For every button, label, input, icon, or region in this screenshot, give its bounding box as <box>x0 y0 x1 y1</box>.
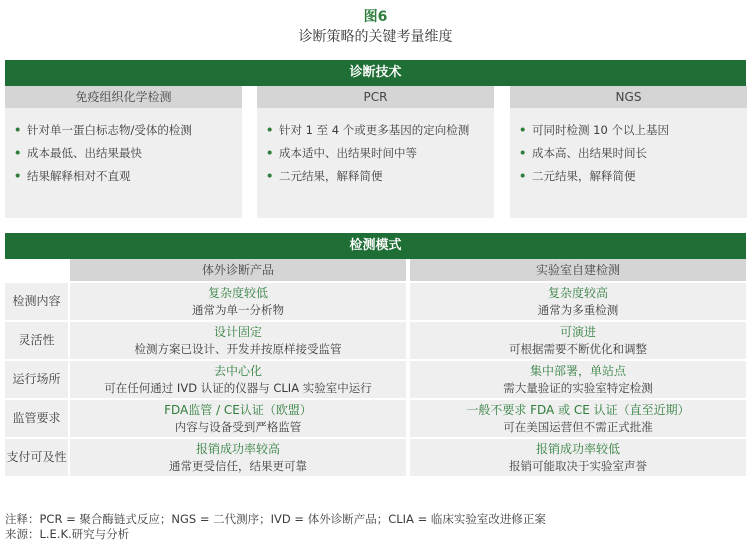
tech-column-ngs <box>510 86 747 218</box>
figure-title-block <box>0 8 751 46</box>
cell-description: 可根据需要不断优化和调整 <box>509 342 647 356</box>
tech-column-ihc <box>5 86 242 218</box>
mode-column-header-ldt: 实验室自建检测 <box>410 259 746 281</box>
footnotes <box>5 512 546 542</box>
tech-column-header: 免疫组织化学检测 <box>5 86 242 108</box>
table-cell <box>410 283 746 320</box>
tech-bullet: • 结果解释相对不直观 <box>27 168 232 185</box>
tech-bullet: • 二元结果，解释简便 <box>532 168 737 185</box>
cell-title: 复杂度较低 <box>207 286 268 300</box>
tech-bullet: • 成本最低、出结果最快 <box>27 145 232 162</box>
cell-description: 需大量验证的实验室特定检测 <box>503 381 653 395</box>
cell-title: 集中部署，单站点 <box>529 364 626 378</box>
tech-bullet: • 针对单一蛋白标志物/受体的检测 <box>27 122 232 139</box>
cell-description: 通常为单一分析物 <box>192 303 284 317</box>
table-cell <box>70 439 406 476</box>
cell-title: 复杂度较高 <box>547 286 608 300</box>
source-note: 来源：L.E.K.研究与分析 <box>5 527 130 541</box>
table-cell <box>70 283 406 320</box>
tech-bullet: • 针对 1 至 4 个或更多基因的定向检测 <box>279 122 484 139</box>
mode-column-header-ivd: 体外诊断产品 <box>70 259 406 281</box>
cell-description: 可在美国运营但不需正式批准 <box>503 420 653 434</box>
cell-description: 内容与设备受到严格监管 <box>174 420 302 434</box>
tech-column-header: NGS <box>510 86 747 108</box>
cell-title: FDA监管 / CE认证（欧盟） <box>164 403 312 417</box>
table-cell <box>70 400 406 437</box>
mode-section-header: 检测模式 <box>5 233 746 259</box>
cell-title: 设计固定 <box>213 325 262 339</box>
tech-bullet-list <box>510 108 747 185</box>
cell-description: 通常更受信任，结果更可靠 <box>169 459 307 473</box>
tech-section-header: 诊断技术 <box>5 60 746 86</box>
tech-bullet: • 二元结果，解释简便 <box>279 168 484 185</box>
tech-bullet: • 成本适中、出结果时间中等 <box>279 145 484 162</box>
table-cell <box>410 400 746 437</box>
cell-description: 通常为多重检测 <box>537 303 619 317</box>
abbreviation-note: 注释：PCR = 聚合酶链式反应；NGS = 二代测序；IVD = 体外诊断产品；CLIA = 临床实验室改进修正案 <box>5 512 546 526</box>
cell-description: 报销可能取决于实验室声誉 <box>509 459 647 473</box>
figure-label: 图6 <box>363 9 388 25</box>
table-cell <box>70 322 406 359</box>
table-cell <box>410 361 746 398</box>
cell-title: 去中心化 <box>213 364 262 378</box>
table-cell <box>410 322 746 359</box>
cell-description: 可在任何通过 IVD 认证的仪器与 CLIA 实验室中运行 <box>104 381 372 395</box>
cell-title: 报销成功率较低 <box>535 442 620 456</box>
row-label: 监管要求 <box>5 400 68 437</box>
table-cell <box>410 439 746 476</box>
tech-column-header: PCR <box>257 86 494 108</box>
tech-bullet: • 成本高、出结果时间长 <box>532 145 737 162</box>
tech-bullet-list <box>5 108 242 185</box>
cell-title: 可演进 <box>559 325 596 339</box>
cell-title: 报销成功率较高 <box>195 442 280 456</box>
row-label: 检测内容 <box>5 283 68 320</box>
cell-title: 一般不要求 FDA 或 CE 认证（直至近期） <box>466 403 690 417</box>
row-label: 支付可及性 <box>5 439 68 476</box>
figure-title: 诊断策略的关键考量维度 <box>298 29 453 45</box>
row-label: 运行场所 <box>5 361 68 398</box>
tech-column-pcr <box>257 86 494 218</box>
tech-bullet-list <box>257 108 494 185</box>
table-cell <box>70 361 406 398</box>
tech-bullet: • 可同时检测 10 个以上基因 <box>532 122 737 139</box>
row-label: 灵活性 <box>5 322 68 359</box>
cell-description: 检测方案已设计、开发并按原样接受监管 <box>134 342 342 356</box>
